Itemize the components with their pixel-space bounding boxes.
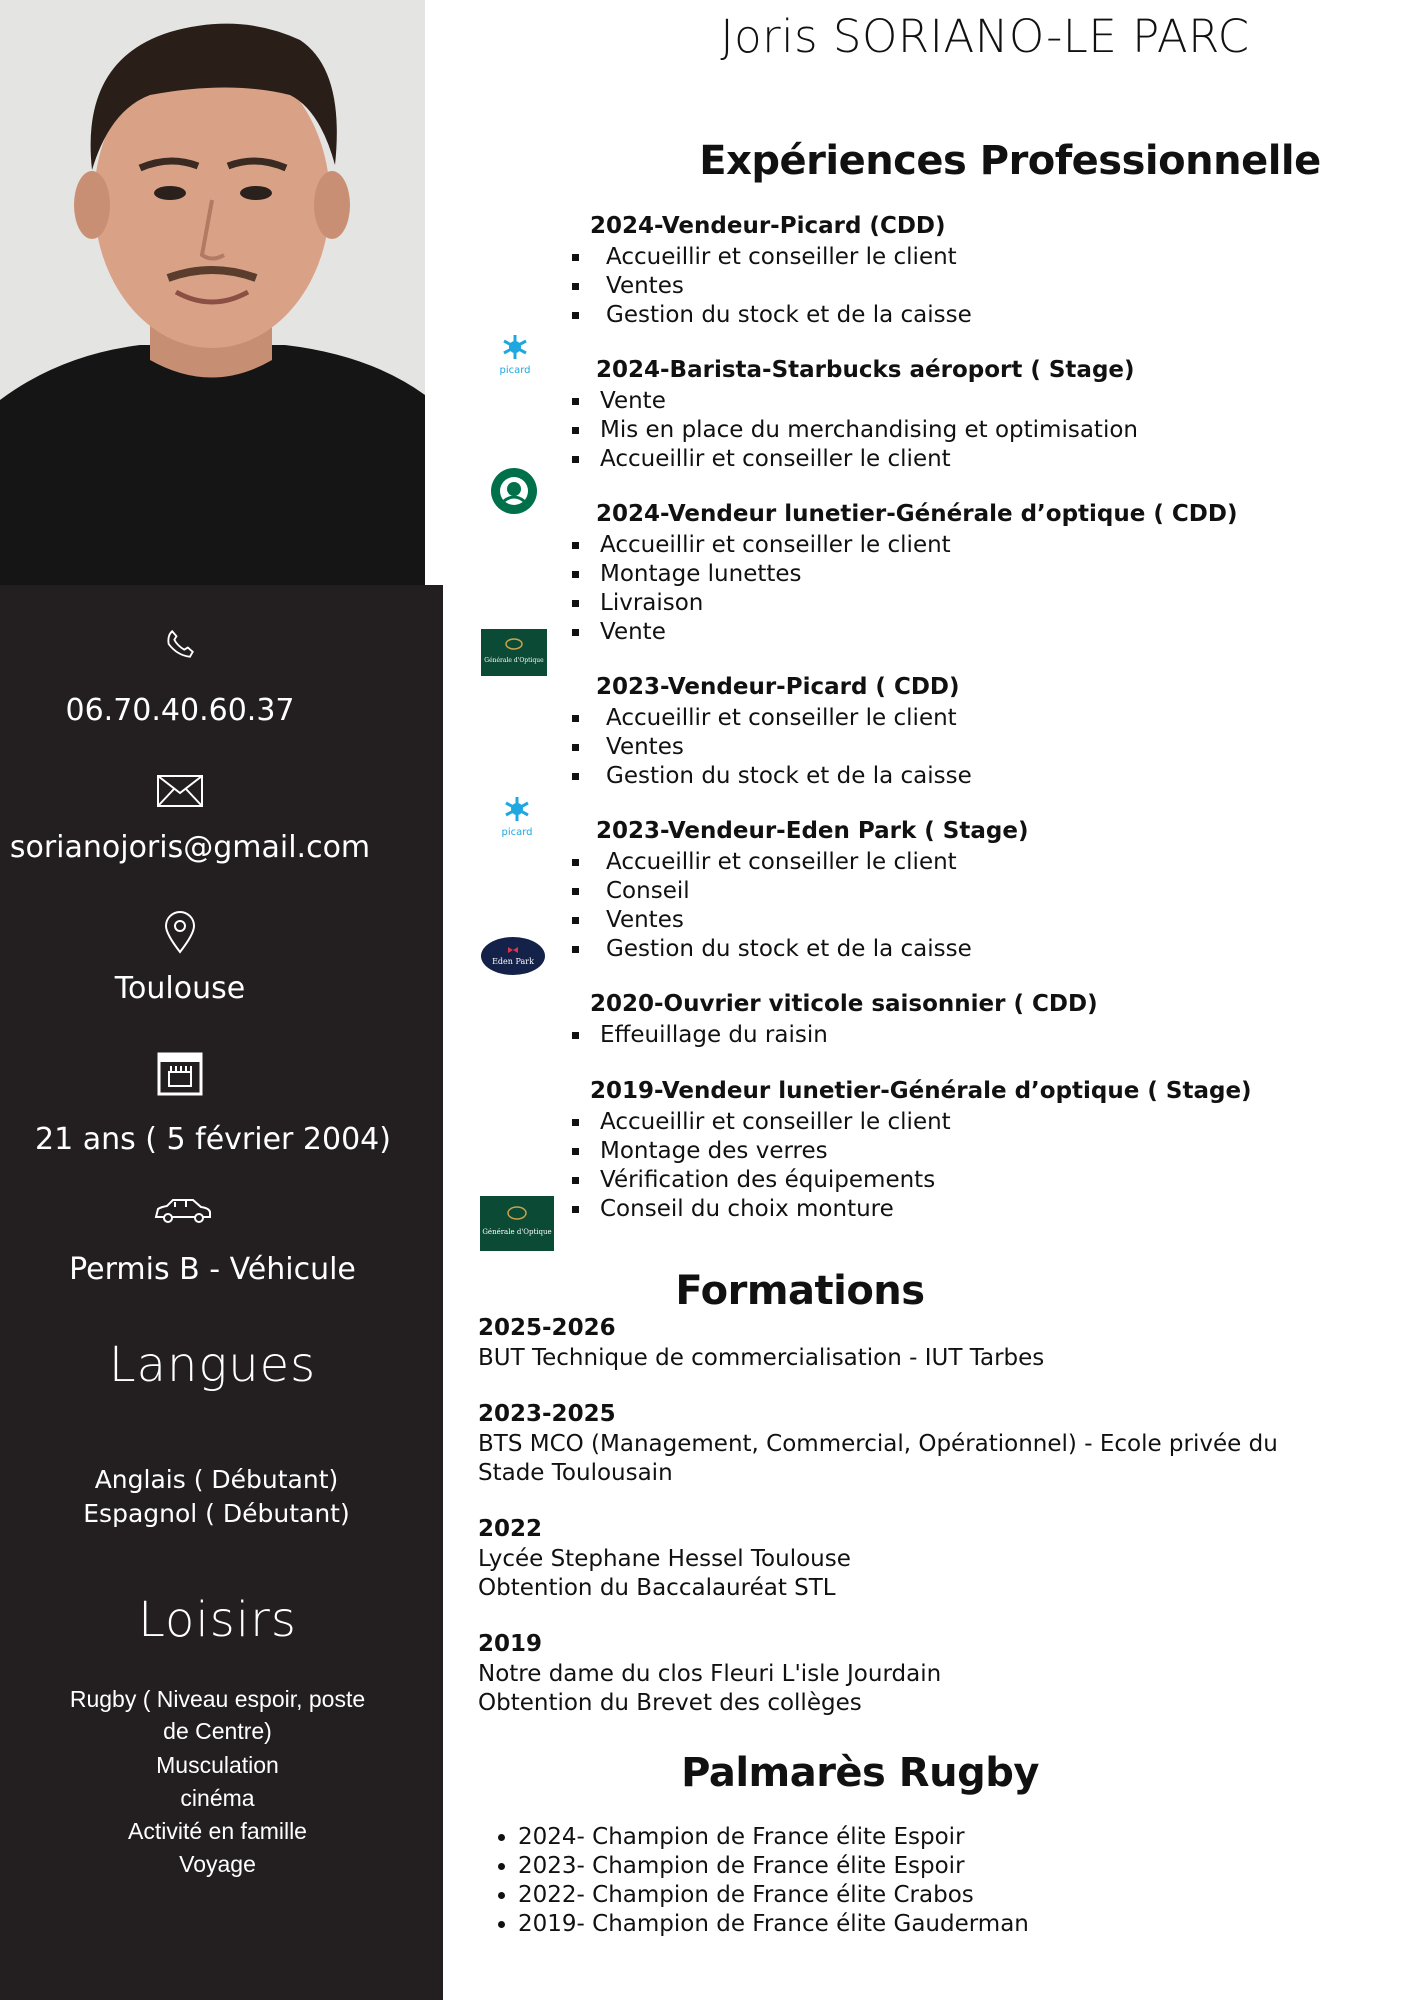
job-task: Gestion du stock et de la caisse bbox=[572, 935, 972, 964]
language-item: Anglais ( Débutant) bbox=[94, 1465, 339, 1494]
education-year: 2025-2026 bbox=[478, 1315, 616, 1341]
email-address: sorianojoris@gmail.com bbox=[9, 830, 371, 865]
job-task: Livraison bbox=[572, 589, 951, 618]
job-task: Accueillir et conseiller le client bbox=[572, 243, 972, 272]
job-task: Accueillir et conseiller le client bbox=[572, 848, 972, 877]
job-task: Conseil bbox=[572, 877, 972, 906]
job-task: Accueillir et conseiller le client bbox=[572, 531, 951, 560]
education-line: Notre dame du clos Fleuri L'isle Jourdain bbox=[478, 1661, 942, 1687]
job-task: Vérification des équipements bbox=[572, 1166, 951, 1195]
phone-icon bbox=[0, 627, 360, 661]
phone-number: 06.70.40.60.37 bbox=[65, 693, 295, 728]
rugby-achievement: • 2019- Champion de France élite Gauderman bbox=[518, 1910, 1029, 1939]
calendar-icon bbox=[0, 1050, 360, 1096]
hobby-item: Rugby ( Niveau espoir, poste de Centre) bbox=[69, 1686, 366, 1744]
rugby-achievement: • 2022- Champion de France élite Crabos bbox=[518, 1881, 1029, 1910]
hobby-item: Voyage bbox=[179, 1851, 256, 1877]
education-year: 2019 bbox=[478, 1631, 543, 1657]
picard-logo-text: picard bbox=[499, 365, 531, 376]
job-task: Vente bbox=[572, 387, 1138, 416]
sidebar-gap bbox=[425, 0, 443, 585]
hobbies-title: Loisirs bbox=[138, 1592, 297, 1648]
experience-title: Expériences Professionnelle bbox=[699, 138, 1321, 184]
job-title: 2024-Vendeur lunetier-Générale d’optique ( CDD) bbox=[596, 501, 1238, 527]
picard-logo bbox=[492, 794, 542, 839]
rugby-title: Palmarès Rugby bbox=[681, 1750, 1039, 1796]
job-task-list bbox=[572, 704, 972, 791]
language-item: Espagnol ( Débutant) bbox=[83, 1499, 350, 1528]
city: Toulouse bbox=[114, 971, 246, 1006]
job-task-list bbox=[572, 387, 1138, 474]
education-title: Formations bbox=[675, 1268, 925, 1314]
job-task: Accueillir et conseiller le client bbox=[572, 445, 1138, 474]
picard-logo bbox=[490, 332, 540, 377]
education-line: Obtention du Brevet des collèges bbox=[478, 1690, 862, 1716]
education-line: BUT Technique de commercialisation - IUT Tarbes bbox=[478, 1345, 1045, 1371]
envelope-icon bbox=[0, 775, 360, 807]
starbucks-logo bbox=[490, 467, 538, 515]
job-task-list bbox=[572, 848, 972, 964]
job-task: Ventes bbox=[572, 272, 972, 301]
job-title: 2024-Vendeur-Picard (CDD) bbox=[590, 213, 946, 239]
generale-optique-logo-text: Générale d'Optique bbox=[482, 1228, 552, 1236]
age-birthdate: 21 ans ( 5 février 2004) bbox=[35, 1122, 391, 1157]
candidate-name: Joris SORIANO-LE PARC bbox=[720, 10, 1250, 63]
picard-logo-text: picard bbox=[501, 827, 533, 838]
job-task: Accueillir et conseiller le client bbox=[572, 704, 972, 733]
profile-photo bbox=[0, 0, 425, 585]
job-task-list bbox=[572, 1108, 951, 1224]
hobby-item: Activité en famille bbox=[128, 1818, 307, 1844]
rugby-list bbox=[490, 1823, 1029, 1939]
generale-optique-logo bbox=[481, 629, 547, 676]
job-task: Mis en place du merchandising et optimisation bbox=[572, 416, 1138, 445]
sidebar bbox=[0, 585, 443, 2000]
job-task: Ventes bbox=[572, 906, 972, 935]
job-title: 2024-Barista-Starbucks aéroport ( Stage) bbox=[596, 357, 1135, 383]
job-task-list bbox=[572, 1021, 828, 1050]
job-task-list bbox=[572, 243, 972, 330]
education-line: BTS MCO (Management, Commercial, Opérationnel) - Ecole privée du Stade Toulousain bbox=[478, 1431, 1278, 1486]
job-task: Gestion du stock et de la caisse bbox=[572, 762, 972, 791]
education-year: 2023-2025 bbox=[478, 1401, 616, 1427]
job-task: Accueillir et conseiller le client bbox=[572, 1108, 951, 1137]
job-title: 2023-Vendeur-Picard ( CDD) bbox=[596, 674, 960, 700]
generale-optique-logo bbox=[480, 1196, 554, 1251]
location-pin-icon bbox=[0, 910, 360, 954]
job-task: Effeuillage du raisin bbox=[572, 1021, 828, 1050]
job-title: 2019-Vendeur lunetier-Générale d’optique ( Stage) bbox=[590, 1078, 1252, 1104]
job-task: Montage lunettes bbox=[572, 560, 951, 589]
job-task-list bbox=[572, 531, 951, 647]
generale-optique-logo-text: Générale d'Optique bbox=[484, 657, 544, 664]
education-year: 2022 bbox=[478, 1516, 543, 1542]
languages-title: Langues bbox=[108, 1337, 317, 1393]
hobby-item: cinéma bbox=[180, 1785, 255, 1811]
job-task: Gestion du stock et de la caisse bbox=[572, 301, 972, 330]
job-task: Ventes bbox=[572, 733, 972, 762]
job-title: 2020-Ouvrier viticole saisonnier ( CDD) bbox=[590, 991, 1098, 1017]
rugby-achievement: • 2024- Champion de France élite Espoir bbox=[518, 1823, 1029, 1852]
job-task: Montage des verres bbox=[572, 1137, 951, 1166]
job-task: Vente bbox=[572, 618, 951, 647]
job-title: 2023-Vendeur-Eden Park ( Stage) bbox=[596, 818, 1029, 844]
eden-park-logo bbox=[480, 936, 546, 976]
education-line: Obtention du Baccalauréat STL bbox=[478, 1575, 836, 1601]
education-line: Lycée Stephane Hessel Toulouse bbox=[478, 1546, 851, 1572]
car-icon bbox=[0, 1197, 365, 1225]
job-task: Conseil du choix monture bbox=[572, 1195, 951, 1224]
eden-park-logo-text: Eden Park bbox=[492, 957, 534, 966]
rugby-achievement: • 2023- Champion de France élite Espoir bbox=[518, 1852, 1029, 1881]
hobby-item: Musculation bbox=[156, 1752, 279, 1778]
driving-license: Permis B - Véhicule bbox=[69, 1252, 356, 1287]
